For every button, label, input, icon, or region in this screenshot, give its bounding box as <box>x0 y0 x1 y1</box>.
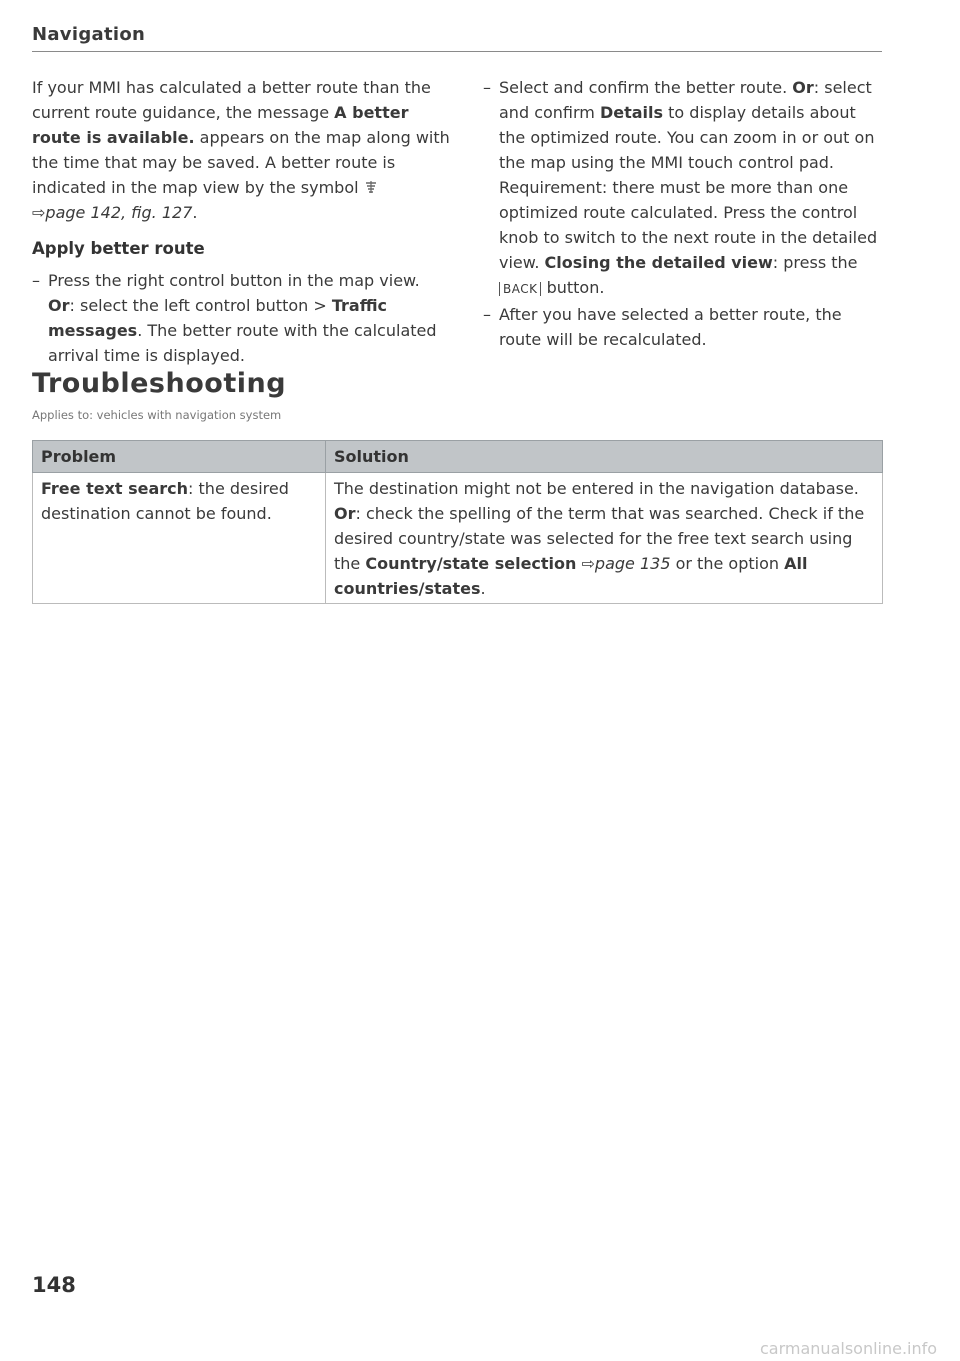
step-dash: – <box>32 271 40 290</box>
or-label: Or <box>334 504 356 523</box>
intro-text-2: appears on the map along with the time that may be saved. A better route is indicated in the map view by the symbol <box>32 128 450 197</box>
country-state-selection-label: Country/state selection <box>365 554 577 573</box>
step2-text-2: : select and confirm <box>499 78 872 122</box>
solution-text-1: The destination might not be entered in the navigation database. <box>334 479 859 498</box>
step-press-right-button <box>32 268 462 368</box>
step3-text: After you have selected a better route, the route will be recalculated. <box>499 305 842 349</box>
traffic-messages-label: Traffic messages <box>48 296 388 340</box>
or-label: Or <box>792 78 814 97</box>
page-ref-link[interactable]: page 142, fig. 127 <box>45 203 193 222</box>
step2-text-5: button. <box>541 278 605 297</box>
step-route-recalculated <box>483 302 883 352</box>
free-text-search-label: Free text search <box>41 479 189 498</box>
table-row <box>33 473 883 604</box>
table-header-row <box>33 441 883 473</box>
problem-column-header: Problem <box>33 441 326 473</box>
step1-text-2: : select the left control button > <box>69 296 332 315</box>
step1-text-1: Press the right control button in the map view. <box>48 271 420 290</box>
solution-text-3: or the option <box>670 554 785 573</box>
solution-cell <box>326 473 883 604</box>
page-number: 148 <box>32 1273 76 1297</box>
apply-better-route-heading: Apply better route <box>32 239 205 258</box>
solution-text-2: : check the spelling of the term that was searched. Check if the desired country/state was selected for the free text search using the <box>334 504 865 573</box>
better-route-intro <box>32 75 462 225</box>
header-title: Navigation <box>32 24 146 45</box>
page-ref-link[interactable]: page 135 <box>594 554 671 573</box>
all-countries-states-label: All countries/states <box>334 554 808 598</box>
applies-to-note: Applies to: vehicles with navigation system <box>32 408 282 422</box>
step2-text-4: : press the <box>772 253 858 272</box>
right-column <box>483 75 883 352</box>
better-route-message: A better route is available. <box>32 103 409 147</box>
details-label: Details <box>599 103 664 122</box>
left-column <box>32 75 462 368</box>
step2-text-1: Select and confirm the better route. <box>499 78 793 97</box>
watermark: carmanualsonline.info <box>760 1339 938 1358</box>
back-key-label: BACK <box>499 282 541 296</box>
step2-text-3: to display details about the optimized route. You can zoom in or out on the map using the MMI touch control pad. Requirement: there must be more than one optimized route calculated. Press the control knob to switch to the next route in the detailed view. <box>499 103 878 272</box>
troubleshooting-heading: Troubleshooting <box>32 368 287 399</box>
solution-column-header: Solution <box>326 441 883 473</box>
step1-text-3: . The better route with the calculated arrival time is displayed. <box>48 321 437 365</box>
intro-text-1: If your MMI has calculated a better route than the current route guidance, the message <box>32 78 431 122</box>
problem-text: : the desired destination cannot be found. <box>41 479 289 523</box>
page-header <box>32 24 882 52</box>
page-ref-arrow: ⇨ <box>32 203 46 222</box>
page-ref-arrow: ⇨ <box>576 554 595 573</box>
solution-text-4: . <box>480 579 486 598</box>
intro-end: . <box>192 203 198 222</box>
better-route-icon <box>364 180 378 194</box>
or-label: Or <box>48 296 70 315</box>
step-dash: – <box>483 78 491 97</box>
closing-detailed-view-label: Closing the detailed view <box>544 253 773 272</box>
troubleshooting-table <box>32 440 883 604</box>
step-dash: – <box>483 305 491 324</box>
step-select-better-route <box>483 75 883 300</box>
problem-cell <box>33 473 326 604</box>
